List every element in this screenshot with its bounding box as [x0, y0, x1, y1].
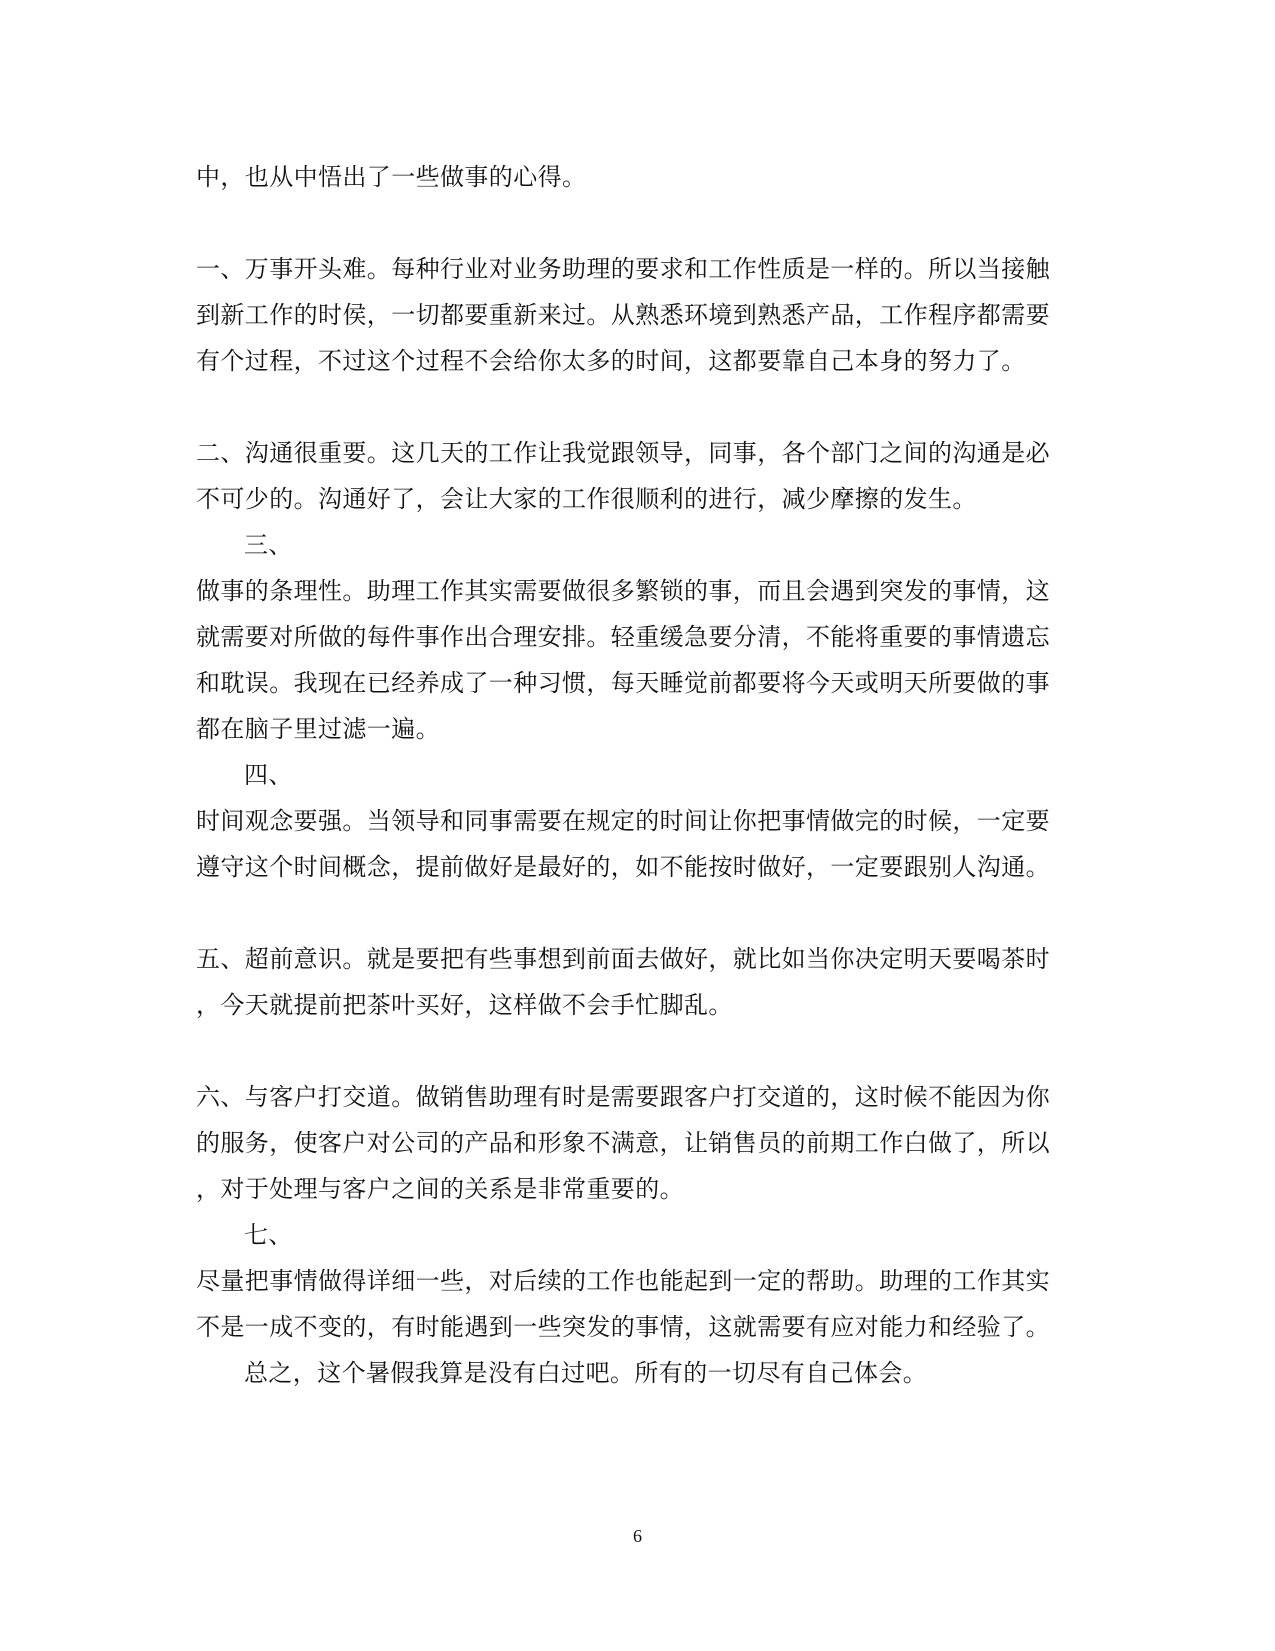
text-line: 和耽误。我现在已经养成了一种习惯，每天睡觉前都要将今天或明天所要做的事 [196, 669, 1050, 697]
section-heading: 四、 [244, 761, 293, 789]
text-line: 就需要对所做的每件事作出合理安排。轻重缓急要分清，不能将重要的事情遗忘 [196, 623, 1050, 651]
text-line: 二、沟通很重要。这几天的工作让我觉跟领导，同事，各个部门之间的沟通是必 [196, 439, 1050, 467]
text-line: 六、与客户打交道。做销售助理有时是需要跟客户打交道的，这时候不能因为你 [196, 1083, 1050, 1111]
text-line: 不是一成不变的，有时能遇到一些突发的事情，这就需要有应对能力和经验了。 [196, 1313, 1050, 1341]
text-line: 不可少的。沟通好了，会让大家的工作很顺利的进行，减少摩擦的发生。 [196, 485, 977, 513]
text-line: 遵守这个时间概念，提前做好是最好的，如不能按时做好，一定要跟别人沟通。 [196, 853, 1050, 881]
page-number: 6 [633, 1526, 642, 1546]
section-heading: 三、 [244, 531, 293, 559]
section-heading: 七、 [244, 1221, 293, 1249]
text-line: 中，也从中悟出了一些做事的心得。 [196, 163, 587, 191]
text-line: 的服务，使客户对公司的产品和形象不满意，让销售员的前期工作白做了，所以 [196, 1129, 1050, 1157]
text-line: 一、万事开头难。每种行业对业务助理的要求和工作性质是一样的。所以当接触 [196, 255, 1050, 283]
text-line: 到新工作的时侯，一切都要重新来过。从熟悉环境到熟悉产品，工作程序都需要 [196, 301, 1050, 329]
text-line: 时间观念要强。当领导和同事需要在规定的时间让你把事情做完的时候，一定要 [196, 807, 1050, 835]
closing-line: 总之，这个暑假我算是没有白过吧。所有的一切尽有自己体会。 [244, 1359, 928, 1387]
text-line: ，今天就提前把茶叶买好，这样做不会手忙脚乱。 [196, 991, 733, 1019]
text-line: 都在脑子里过滤一遍。 [196, 715, 440, 743]
text-line: 做事的条理性。助理工作其实需要做很多繁锁的事，而且会遇到突发的事情，这 [196, 577, 1050, 605]
text-line: 有个过程，不过这个过程不会给你太多的时间，这都要靠自己本身的努力了。 [196, 347, 1026, 375]
text-line: 五、超前意识。就是要把有些事想到前面去做好，就比如当你决定明天要喝茶时 [196, 945, 1050, 973]
text-line: ，对于处理与客户之间的关系是非常重要的。 [196, 1175, 684, 1203]
text-line: 尽量把事情做得详细一些，对后续的工作也能起到一定的帮助。助理的工作其实 [196, 1267, 1050, 1295]
